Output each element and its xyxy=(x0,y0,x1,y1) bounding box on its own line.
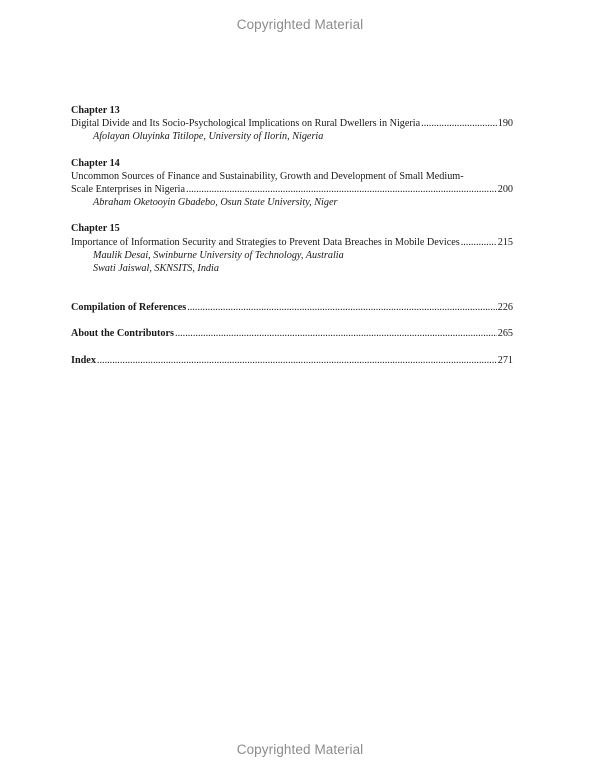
toc-entry-about-the-contributors[interactable] xyxy=(71,327,513,340)
page-number: 265 xyxy=(497,328,513,340)
dot-leader xyxy=(187,301,496,314)
dot-leader xyxy=(421,117,497,130)
chapter-author: Swati Jaiswal, SKNSITS, India xyxy=(93,263,219,275)
page-number: 215 xyxy=(497,236,513,248)
chapter-title-line xyxy=(71,236,513,249)
toc-entry-chapter-13[interactable] xyxy=(71,104,513,144)
chapter-title: Digital Divide and Its Socio-Psychological Implications on Rural Dwellers in Nigeria xyxy=(71,118,421,130)
chapter-label: Chapter 14 xyxy=(71,157,120,169)
section-spacer xyxy=(71,288,513,301)
toc-entry-chapter-14[interactable] xyxy=(71,157,513,210)
chapter-author: Afolayan Oluyinka Titilope, University of Ilorin, Nigeria xyxy=(93,131,324,143)
copyright-watermark-top: Copyrighted Material xyxy=(236,17,364,32)
chapter-title: Importance of Information Security and Strategies to Prevent Data Breaches in Mobile Devices xyxy=(71,236,460,248)
chapter-label: Chapter 13 xyxy=(71,105,120,116)
toc-entry-compilation-of-references[interactable] xyxy=(71,301,513,314)
dot-leader xyxy=(461,236,497,249)
chapter-title-line xyxy=(71,117,513,130)
dot-leader xyxy=(186,183,497,196)
page-number: 190 xyxy=(497,118,513,130)
backmatter-title: About the Contributors xyxy=(71,328,175,340)
chapter-title-line-1: Uncommon Sources of Finance and Sustainability, Growth and Development of Small Medium- xyxy=(71,170,464,182)
copyright-watermark-bottom: Copyrighted Material xyxy=(236,742,364,757)
dot-leader xyxy=(97,354,497,367)
chapter-author: Abraham Oketooyin Gbadebo, Osun State University, Niger xyxy=(93,197,338,209)
chapter-title-line-2 xyxy=(71,183,513,196)
page-number: 226 xyxy=(497,302,513,314)
toc-entry-chapter-15[interactable] xyxy=(71,222,513,275)
page-number: 271 xyxy=(497,354,513,366)
chapter-label: Chapter 15 xyxy=(71,223,120,235)
dot-leader xyxy=(175,327,497,340)
backmatter-title: Compilation of References xyxy=(71,302,187,314)
chapter-title: Scale Enterprises in Nigeria xyxy=(71,184,186,196)
page-number: 200 xyxy=(497,184,513,196)
chapter-author: Maulik Desai, Swinburne University of Technology, Australia xyxy=(93,249,344,261)
table-of-contents xyxy=(71,104,513,380)
backmatter-title: Index xyxy=(71,354,96,366)
toc-entry-index[interactable] xyxy=(71,354,513,367)
